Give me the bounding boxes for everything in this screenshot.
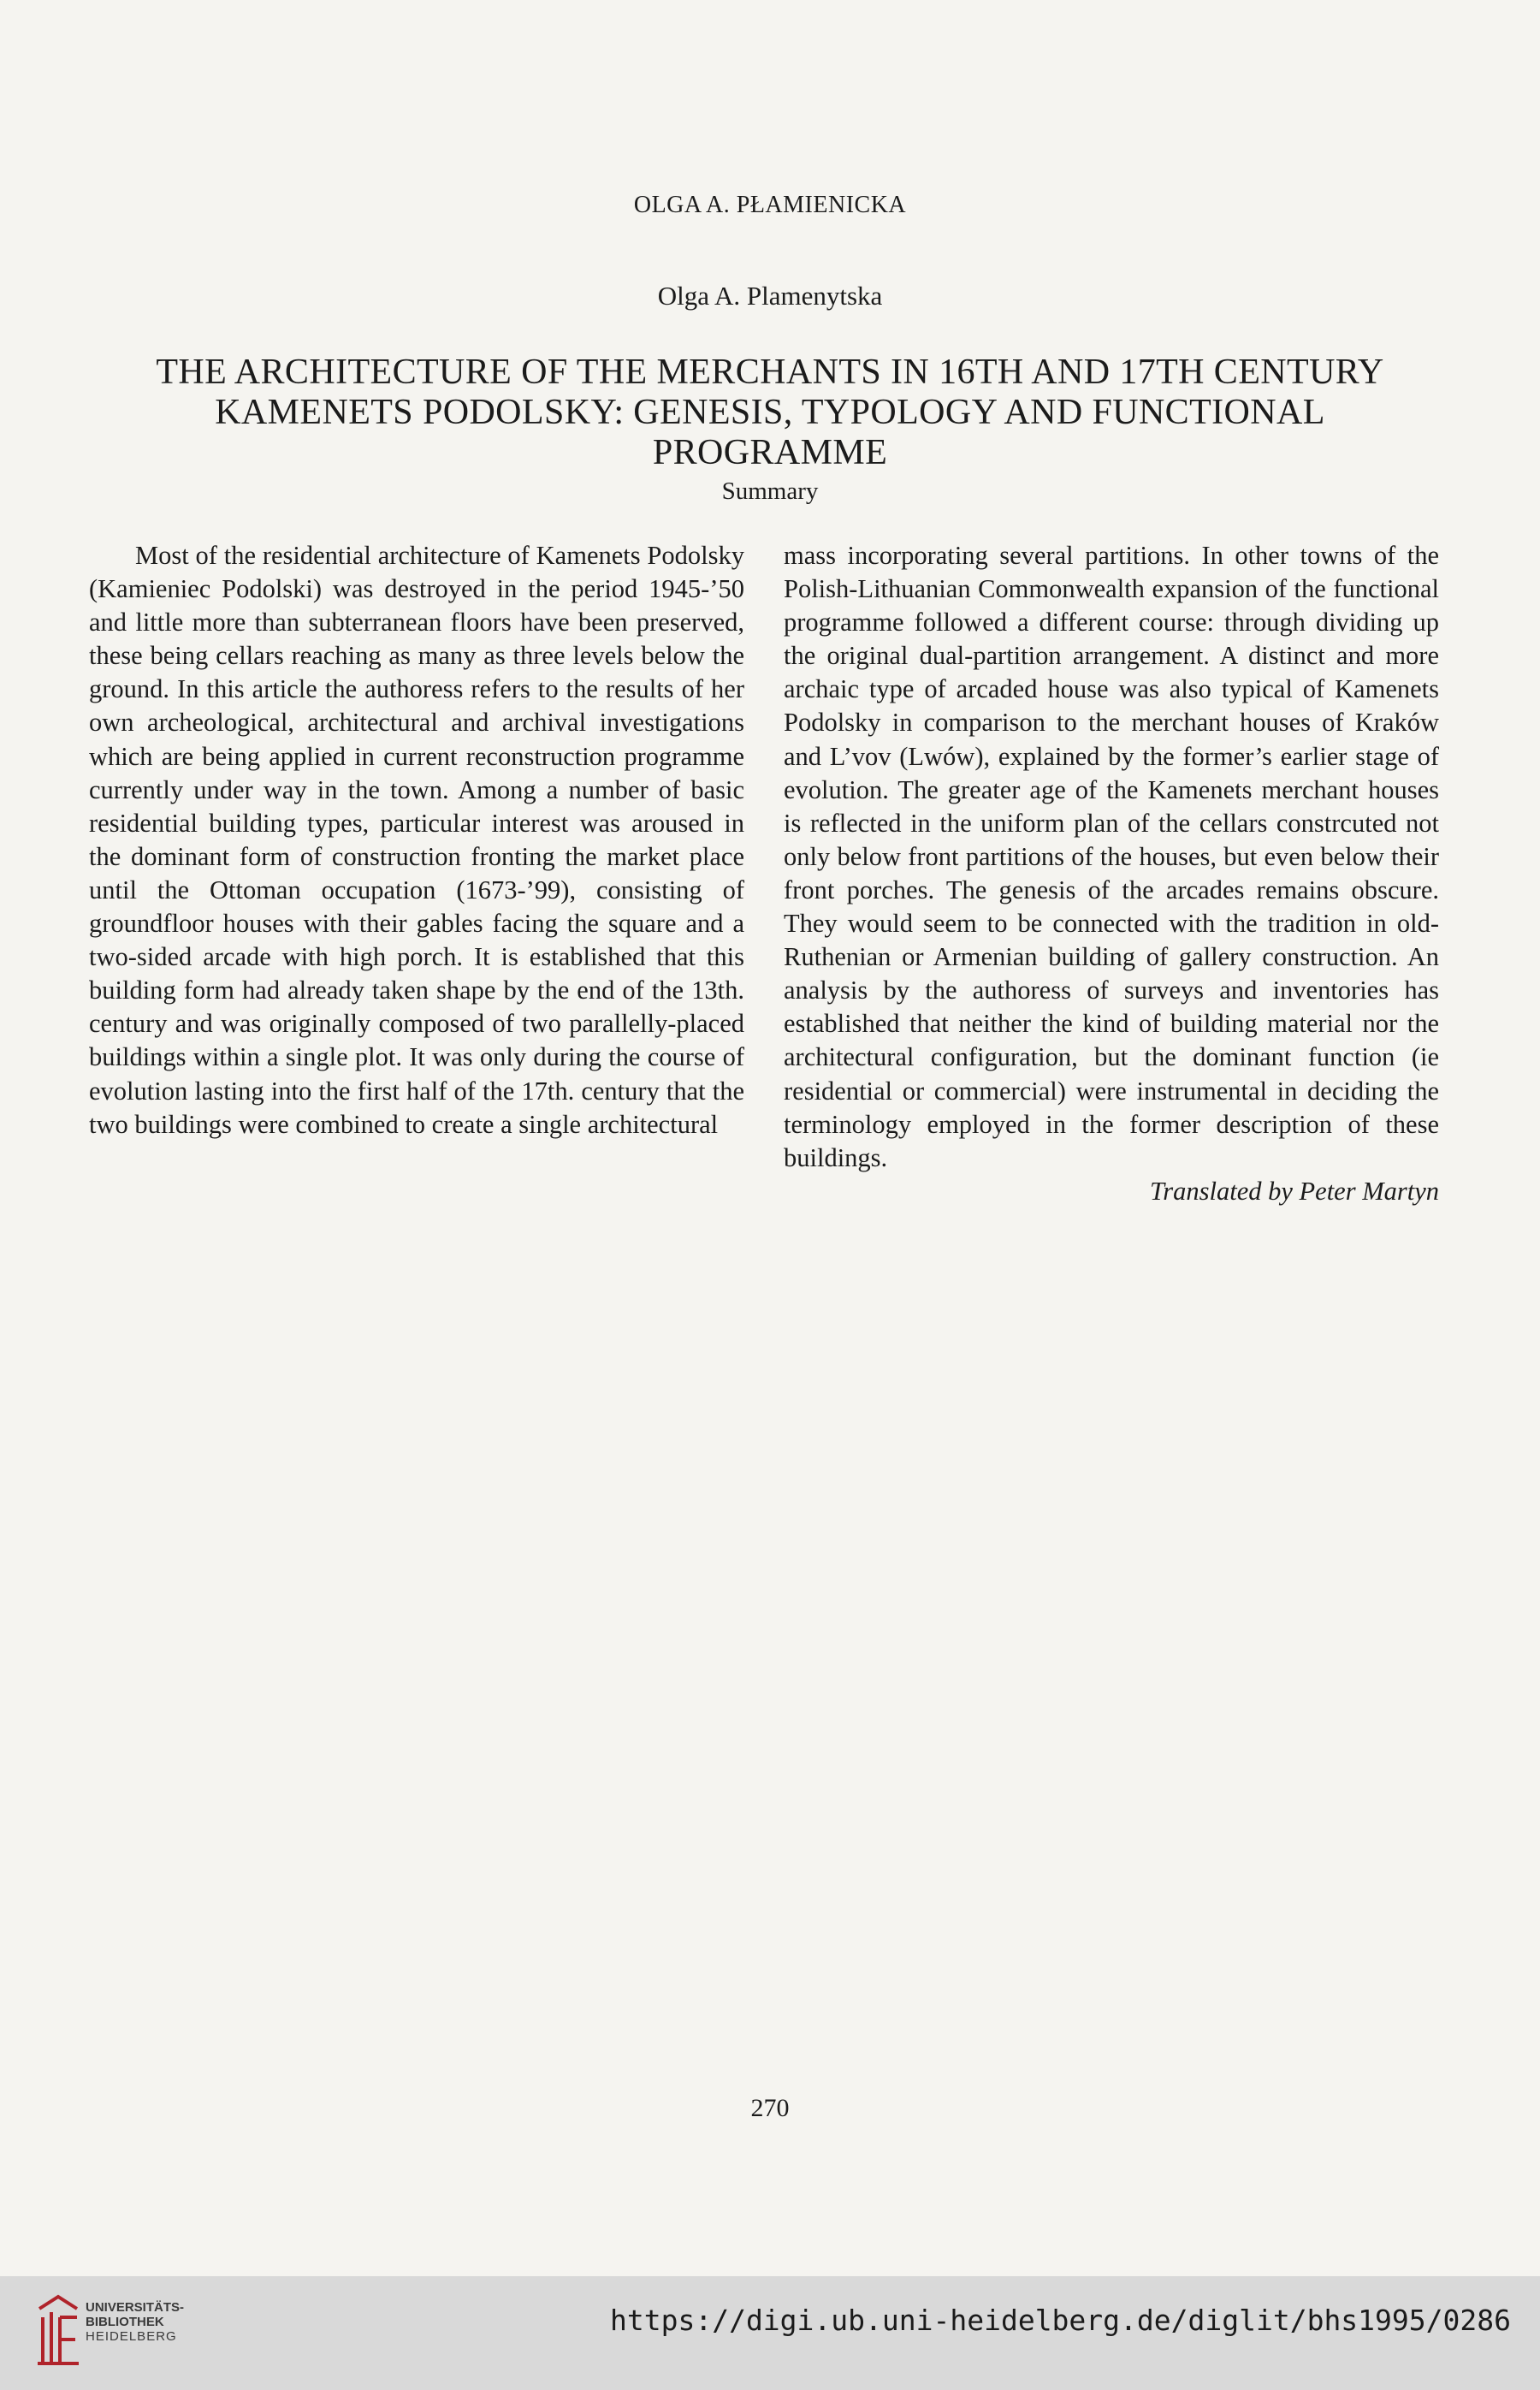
library-name-line: HEIDELBERG: [86, 2329, 177, 2344]
library-name: [86, 2300, 184, 2344]
library-name-line: BIBLIOTHEK: [86, 2315, 164, 2329]
author-name: Olga A. Plamenytska: [657, 281, 883, 311]
left-column-paragraph: Most of the residential architecture of Kamenets Podolsky (Kamieniec Podolski) was destroyed in the period 1945-’50 and little more than subterranean floors have been preserved, these being cellars reaching as many as three levels below the ground. In this article the authoress refers to the results of her own archeological, architectural and archival investigations which are being applied in current reconstruction programme currently under way in the town. Among a number of basic residential building types, particular interest was aroused in the dominant form of construction fronting the market place until the Ottoman occupation (1673-’99), consisting of groundfloor houses with their gables facing the square and a two-sided arcade with high porch. It is established that this building form had already taken shape by the end of the 13th. century and was originally composed of two parallelly-placed buildings within a single plot. It was only during the course of evolution lasting into the first half of the 17th. century that the two buildings were combined to create a single architectural: [89, 541, 744, 1139]
right-column-paragraph: mass incorporating several partitions. In other towns of the Polish-Lithuanian Commonwealth expansion of the functional programme followed a different course: through dividing up the original dual-partition arrangement. A distinct and more archaic type of arcaded house was also typical of Kamenets Podolsky in comparison to the merchant houses of Kraków and L’vov (Lwów), explained by the former’s earlier stage of evolution. The greater age of the Kamenets merchant houses is reflected in the uniform plan of the cellars constrcuted not only below front partitions of the houses, but even below their front porches. The genesis of the arcades remains obscure. They would seem to be connected with the tradition in old-Ruthenian or Armenian building of gallery construction. An analysis by the authoress of surveys and inventories has established that neither the kind of building material nor the architectural configuration, but the dominant function (ie residential or commercial) were instrumental in deciding the terminology employed in the former description of these buildings.: [784, 541, 1439, 1172]
title-line: KAMENETS PODOLSKY: GENESIS, TYPOLOGY AND FUNCTIONAL: [215, 393, 1325, 432]
title-line: THE ARCHITECTURE OF THE MERCHANTS IN 16TH AND 17TH CENTURY: [156, 353, 1384, 392]
library-name-line: UNIVERSITÄTS-: [86, 2300, 185, 2315]
article-title: [86, 353, 1454, 473]
summary-heading: Summary: [721, 477, 819, 505]
title-line: PROGRAMME: [652, 433, 888, 472]
left-column: [89, 539, 744, 1142]
translator-credit: Translated by Peter Martyn: [1149, 1176, 1439, 1206]
page-number: 270: [750, 2094, 790, 2122]
source-url-link[interactable]: https://digi.ub.uni-heidelberg.de/diglit/bhs1995/0286: [610, 2304, 1511, 2337]
right-column: [784, 539, 1439, 1208]
library-logo-icon: [33, 2292, 84, 2369]
running-head: OLGA A. PŁAMIENICKA: [633, 192, 907, 218]
